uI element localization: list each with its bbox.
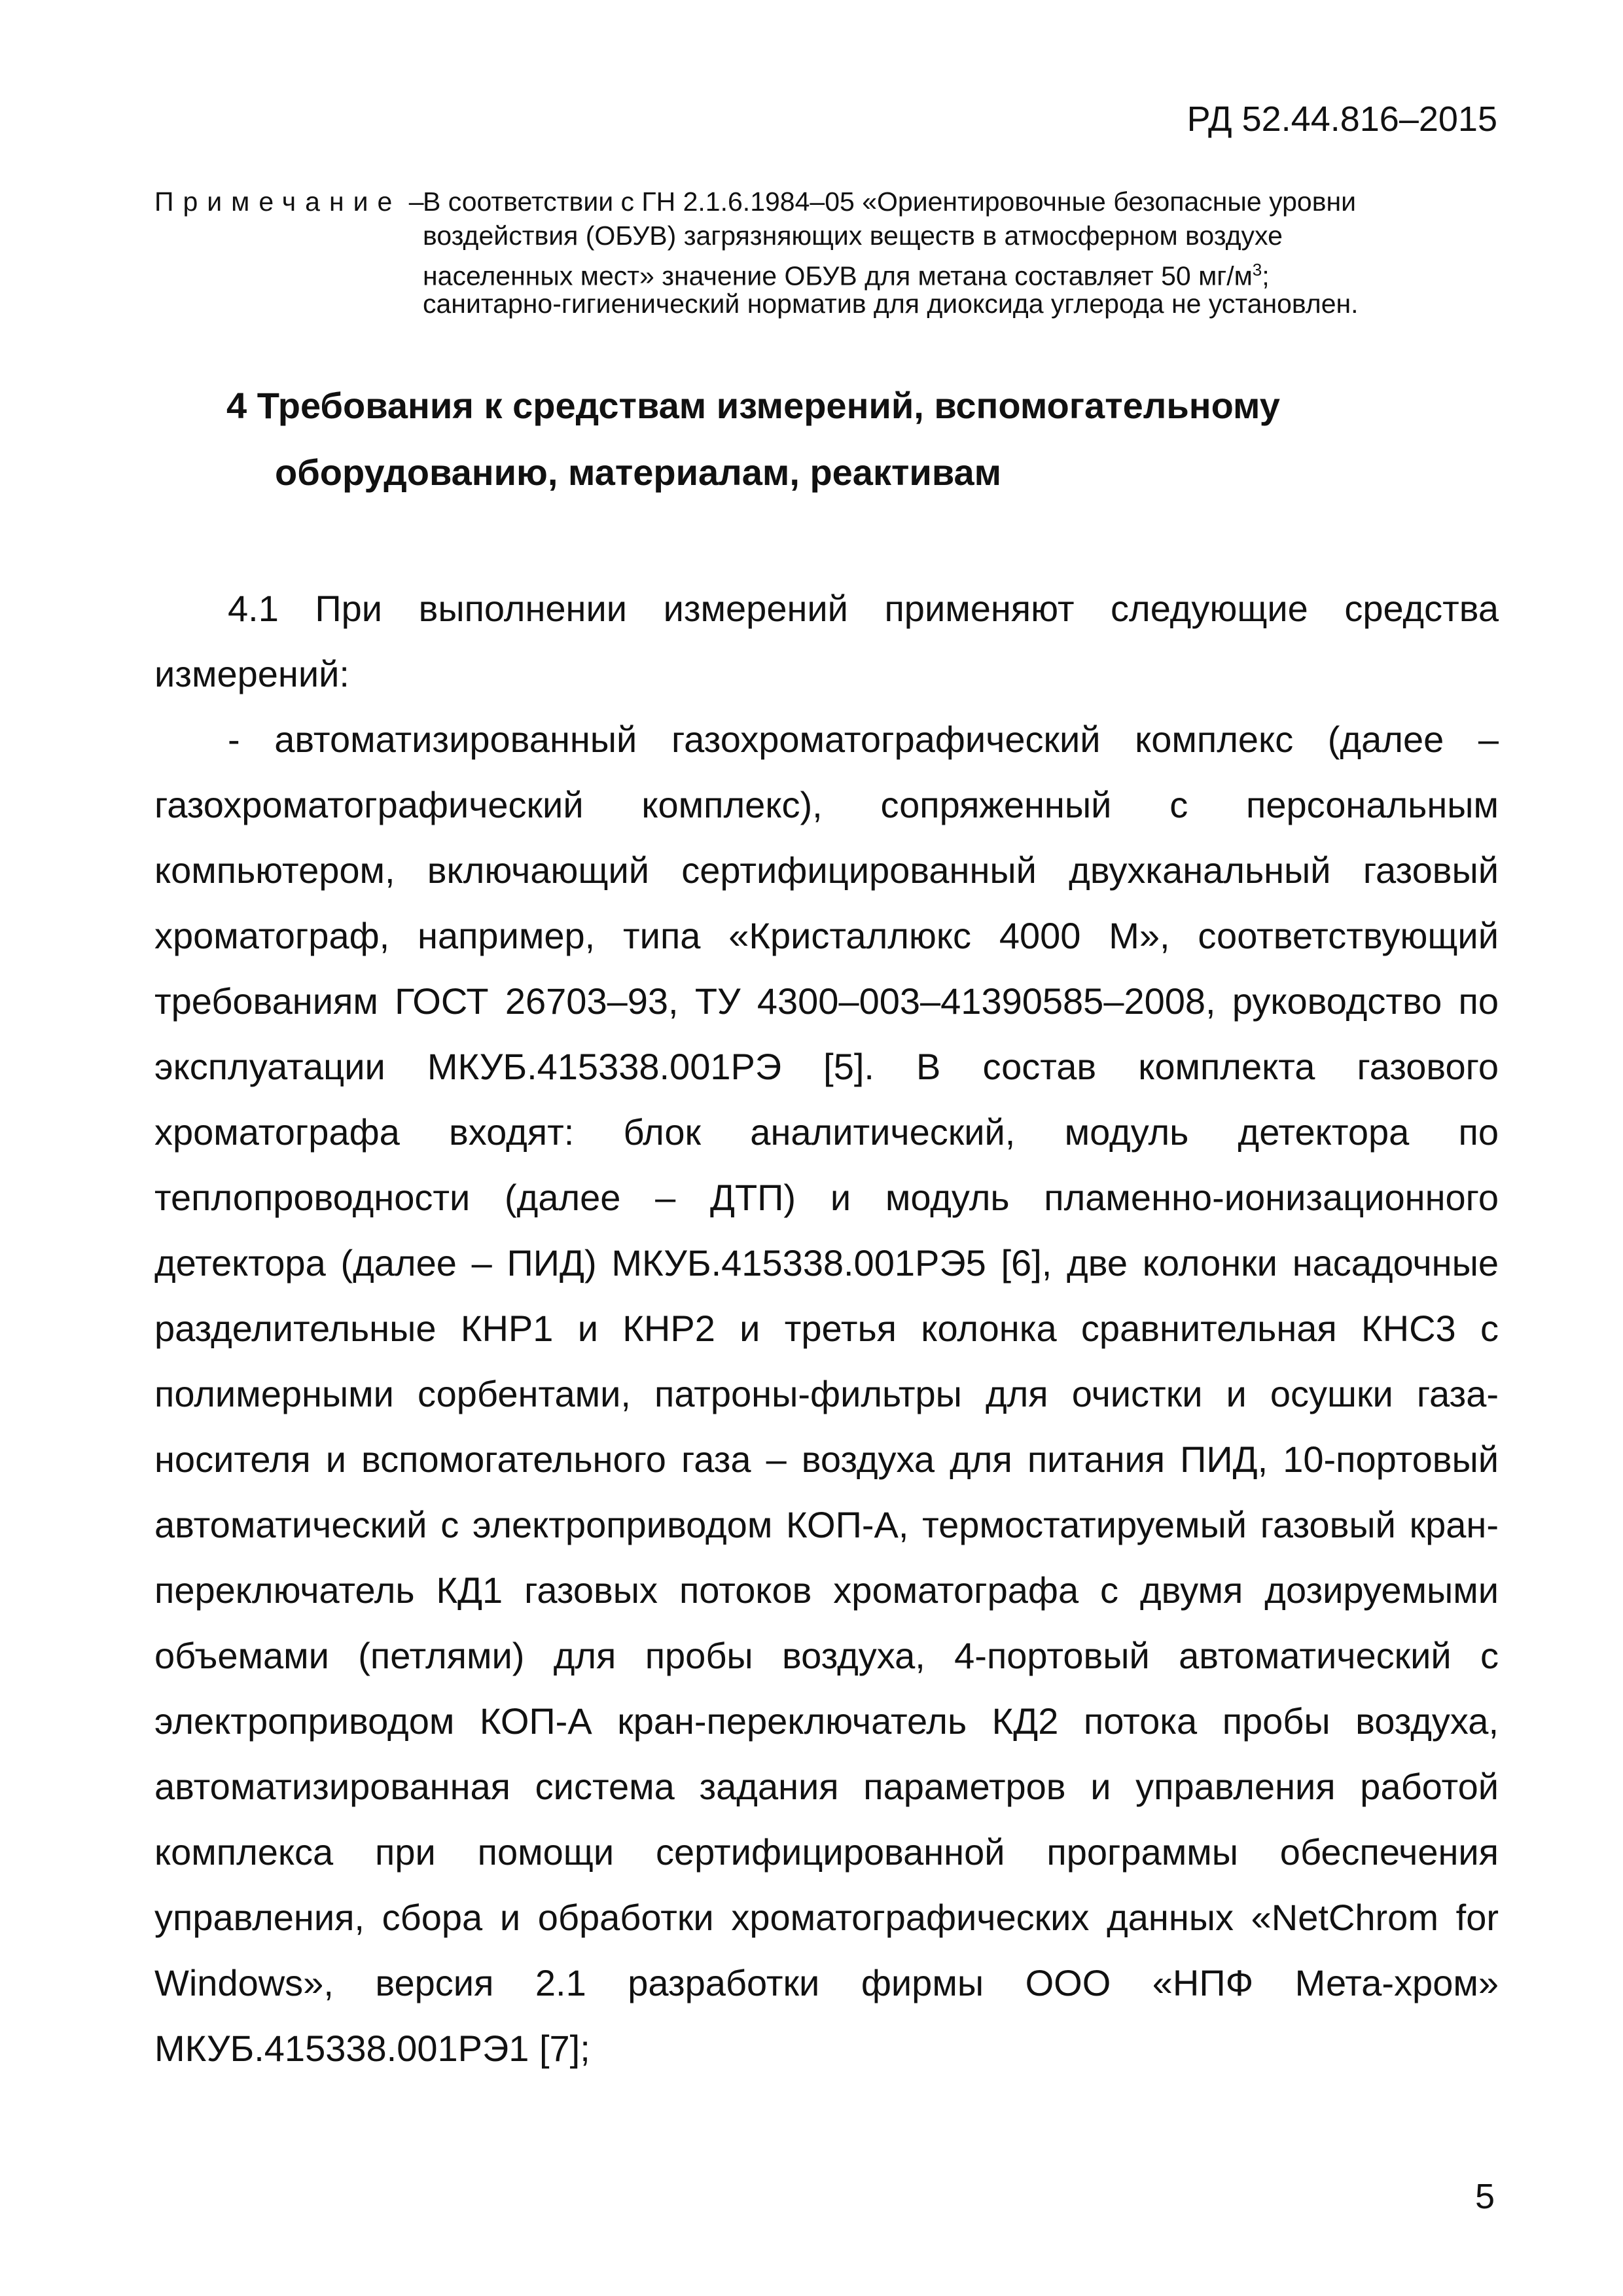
- section-title-line-2: оборудованию, материалам, реактивам: [275, 452, 1002, 493]
- note-line-2: воздействия (ОБУВ) загрязняющих веществ в атмосферном воздухе: [423, 221, 1283, 251]
- note-prefix: [154, 185, 424, 219]
- section-title-line-1: 4 Требования к средствам измерений, вспомогательному: [226, 385, 1280, 426]
- note-line-4: санитарно-гигиенический норматив для диоксида углерода не установлен.: [423, 289, 1359, 319]
- note-dash: –: [401, 187, 424, 217]
- paragraph-4-1: 4.1 При выполнении измерений применяют следующие средства измерений:: [154, 588, 1499, 694]
- section-heading: [226, 382, 1470, 496]
- note-superscript: 3: [1252, 260, 1262, 279]
- note-line-1: В соответствии с ГН 2.1.6.1984–05 «Ориентировочные безопасные уровни: [423, 187, 1357, 217]
- page-number: 5: [1474, 2177, 1495, 2216]
- document-code: РД 52.44.816–2015: [1186, 99, 1497, 139]
- note-label: Примечание: [154, 187, 402, 217]
- note-line-3-end: ;: [1262, 260, 1270, 291]
- list-item-gas-chromatograph: - автоматизированный газохроматографический комплекс (далее – газохроматографический комплекс), сопряженный с персональным компьютером, включающий сертифицированный двухканальный газовый хроматограф, например, типа «Кристаллюкс 4000 М», соответствующий требованиям ГОСТ 26703–93, ТУ 4300–003–41390585–2008, руководство по эксплуатации МКУБ.415338.001РЭ [5]. В состав комплекта газового хроматографа входят: блок аналитический, модуль детектора по теплопроводности (далее – ДТП) и модуль пламенно-ионизационного детектора (далее – ПИД) МКУБ.415338.001РЭ5 [6], две колонки насадочные разделительные КНР1 и КНР2 и третья колонка сравнительная КНС3 с полимерными сорбентами, патроны-фильтры для очистки и осушки газа-носителя и вспомогательного газа – воздуха для питания ПИД, 10-портовый автоматический с электроприводом КОП-А, термостатируемый газовый кран-переключатель КД1 газовых потоков хроматографа с двумя дозируемыми объемами (петлями) для пробы воздуха, 4-портовый автоматический с электроприводом КОП-А кран-переключатель КД2 потока пробы воздуха, автоматизированная система задания параметров и управления работой комплекса при помощи сертифицированной программы обеспечения управления, сбора и обработки хроматографических данных «NetChrom for Windows», версия 2.1 разработки фирмы ООО «НПФ Мета-хром» МКУБ.415338.001РЭ1 [7];: [154, 719, 1499, 2069]
- note-line-3-text: населенных мест» значение ОБУВ для метана составляет 50 мг/м: [423, 260, 1253, 291]
